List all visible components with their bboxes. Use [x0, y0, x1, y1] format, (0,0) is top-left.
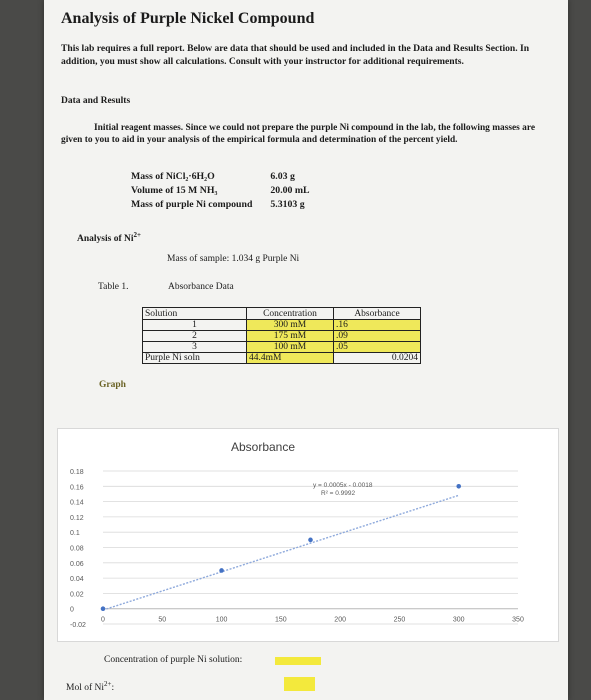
- table-cell: .16: [334, 320, 421, 331]
- y-tick-label: -0.02: [70, 622, 86, 629]
- table-cell: 2: [143, 331, 247, 342]
- x-tick-label: 0: [101, 616, 105, 624]
- table-header: Absorbance: [334, 308, 421, 320]
- table-cell: Purple Ni soln: [143, 353, 247, 364]
- x-tick-label: 150: [275, 616, 287, 624]
- table-cell: 44.4mM: [247, 353, 334, 364]
- absorbance-table: [142, 307, 421, 364]
- mol-label-colon: :: [111, 683, 115, 694]
- mol-label-text: Mol of Ni: [66, 683, 104, 694]
- y-tick-label: 0.12: [70, 514, 84, 522]
- table-header-row: [143, 308, 421, 320]
- y-tick-label: 0.14: [70, 499, 84, 507]
- table-header: Concentration: [247, 308, 334, 320]
- intro-paragraph: This lab requires a full report. Below are data that should be used and included in the Data and Results Section. In addition, you must show all calculations. Consult with your instructor for additional requirements.: [61, 43, 530, 67]
- table-cell: .05: [334, 342, 421, 353]
- table-row: [143, 331, 421, 342]
- mass-value: 20.00 mL: [270, 185, 310, 196]
- analysis-heading-charge: 2+: [133, 231, 141, 239]
- table-header: Solution: [143, 308, 247, 320]
- mass-value: 6.03 g: [270, 171, 295, 182]
- table-cell: 175 mM: [247, 331, 334, 342]
- data-point: [101, 606, 106, 611]
- x-tick-label: 200: [334, 616, 346, 624]
- concentration-answer-highlight: [275, 657, 321, 665]
- r-squared-label: R² = 0.9992: [321, 490, 356, 497]
- y-tick-label: 0.02: [70, 591, 84, 599]
- y-tick-label: 0.08: [70, 545, 84, 553]
- mass-row: [131, 170, 310, 184]
- data-point: [456, 484, 461, 489]
- y-tick-label: 0.16: [70, 484, 84, 492]
- concentration-label: Concentration of purple Ni solution:: [104, 655, 243, 665]
- mass-row: [131, 198, 310, 212]
- table-cell: 1: [143, 320, 247, 331]
- mass-value: 5.3103 g: [270, 199, 305, 210]
- mass-label: Volume of 15 M NH₃: [131, 185, 218, 196]
- sample-mass: Mass of sample: 1.034 g Purple Ni: [167, 254, 300, 264]
- mol-label-charge: 2+: [104, 680, 112, 688]
- y-tick-label: 0.18: [70, 469, 84, 476]
- x-tick-label: 300: [452, 616, 465, 624]
- initial-masses-paragraph: Initial reagent masses. Since we could not prepare the purple Ni compound in the lab, the following masses are given to you to aid in your analysis of the empirical formula and determination of the percent yield.: [61, 123, 535, 145]
- y-tick-label: 0.06: [70, 560, 84, 568]
- table-row: [143, 320, 421, 331]
- table-cell: 300 mM: [247, 320, 334, 331]
- graph-label: Graph: [99, 380, 126, 390]
- trendline-equation: y = 0.0005x - 0.0018: [313, 482, 373, 489]
- lab-sheet: [44, 0, 568, 700]
- table-cell: 100 mM: [247, 342, 334, 353]
- x-tick-label: 250: [393, 616, 406, 624]
- x-tick-label: 50: [158, 616, 167, 624]
- y-tick-label: 0.1: [70, 530, 80, 538]
- data-point: [308, 538, 313, 543]
- x-tick-label: 350: [512, 616, 524, 624]
- y-tick-label: 0: [70, 606, 74, 614]
- table-cell: 0.0204: [334, 353, 421, 364]
- analysis-heading: [77, 231, 141, 244]
- mol-answer-highlight: [284, 677, 315, 691]
- mass-label: Mass of purple Ni compound: [131, 199, 253, 210]
- y-tick-label: 0.04: [70, 576, 84, 584]
- table-cell: 3: [143, 342, 247, 353]
- page-title: Analysis of Purple Nickel Compound: [61, 10, 315, 27]
- data-point: [219, 568, 224, 573]
- mass-row: [131, 184, 310, 198]
- table-row: [143, 353, 421, 364]
- chart-svg: [58, 429, 558, 641]
- section-heading: Data and Results: [61, 96, 131, 106]
- table-label: Table 1.: [98, 282, 129, 292]
- table-cell: .09: [334, 331, 421, 342]
- mass-label: Mass of NiCl₂·6H₂O: [131, 171, 215, 182]
- x-tick-label: 100: [215, 616, 228, 624]
- trendline: [103, 495, 459, 610]
- table-caption: Absorbance Data: [168, 282, 234, 292]
- chart-title: Absorbance: [230, 440, 296, 454]
- absorbance-chart: [57, 428, 559, 642]
- mol-label: [66, 680, 114, 693]
- analysis-heading-text: Analysis of Ni: [77, 234, 134, 245]
- table-row: [143, 342, 421, 353]
- masses-table: [131, 170, 310, 212]
